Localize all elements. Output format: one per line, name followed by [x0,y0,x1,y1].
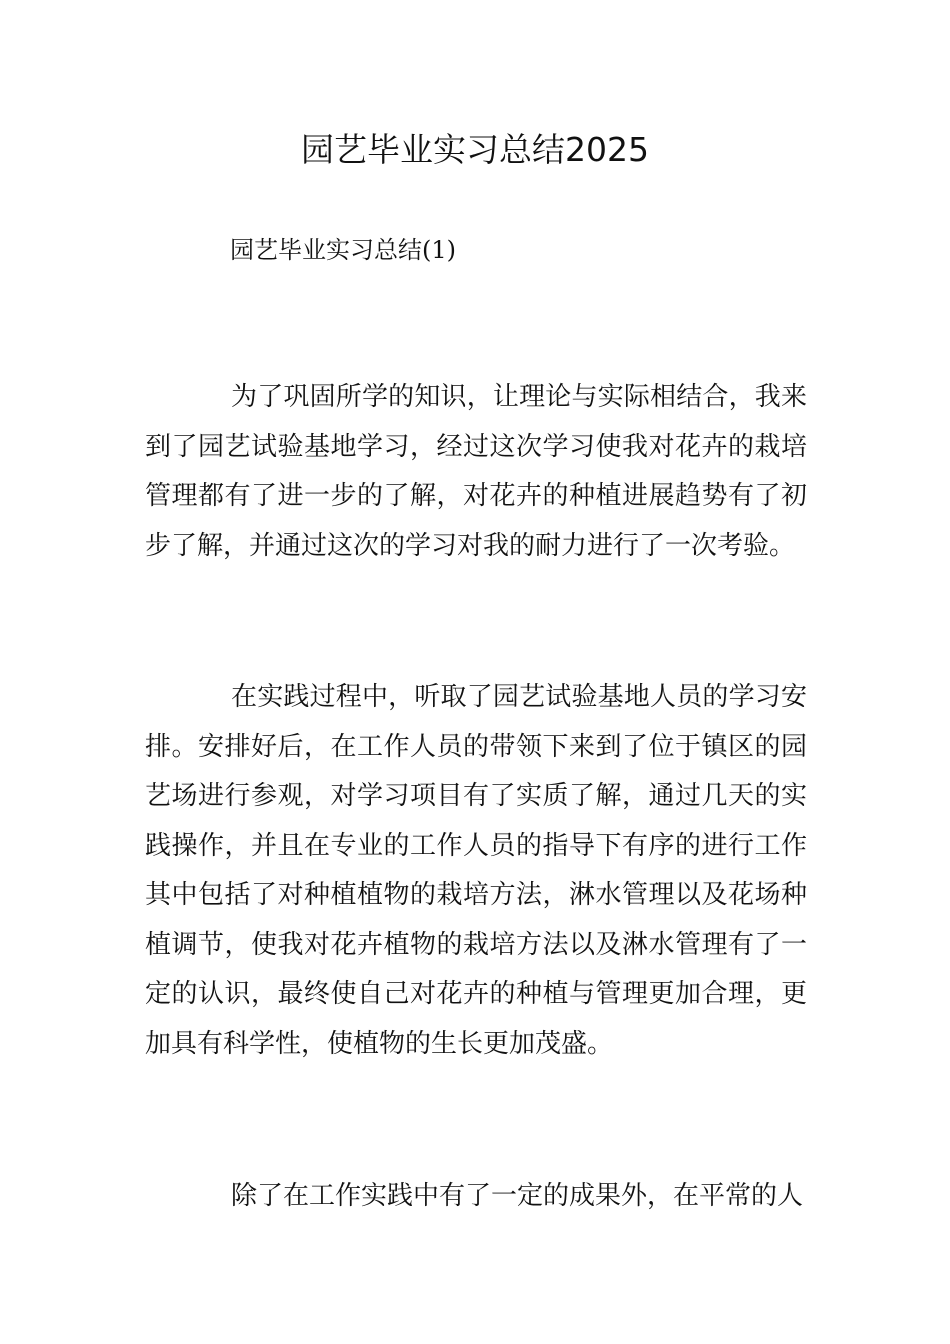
paragraph-2: 在实践过程中，听取了园艺试验基地人员的学习安排。安排好后，在工作人员的带领下来到了位于镇区的园艺场进行参观，对学习项目有了实质了解，通过几天的实践操作，并且在专业的工作人员的指导下有序的进行工作其中包括了对种植植物的栽培方法，淋水管理以及花场种植调节，使我对花卉植物的栽培方法以及淋水管理有了一定的认识，最终使自己对花卉的种植与管理更加合理，更加具有科学性，使植物的生长更加茂盛。 [145,682,807,1059]
section-heading: 园艺毕业实习总结(1) [230,236,456,264]
paragraph-1: 为了巩固所学的知识，让理论与实际相结合，我来到了园艺试验基地学习，经过这次学习使我对花卉的栽培管理都有了进一步的了解，对花卉的种植进展趋势有了初步了解，并通过这次的学习对我的耐力进行了一次考验。 [145,382,807,561]
document-title: 园艺毕业实习总结2025 [301,130,649,169]
paragraph-3: 除了在工作实践中有了一定的成果外，在平常的人 [231,1181,804,1211]
